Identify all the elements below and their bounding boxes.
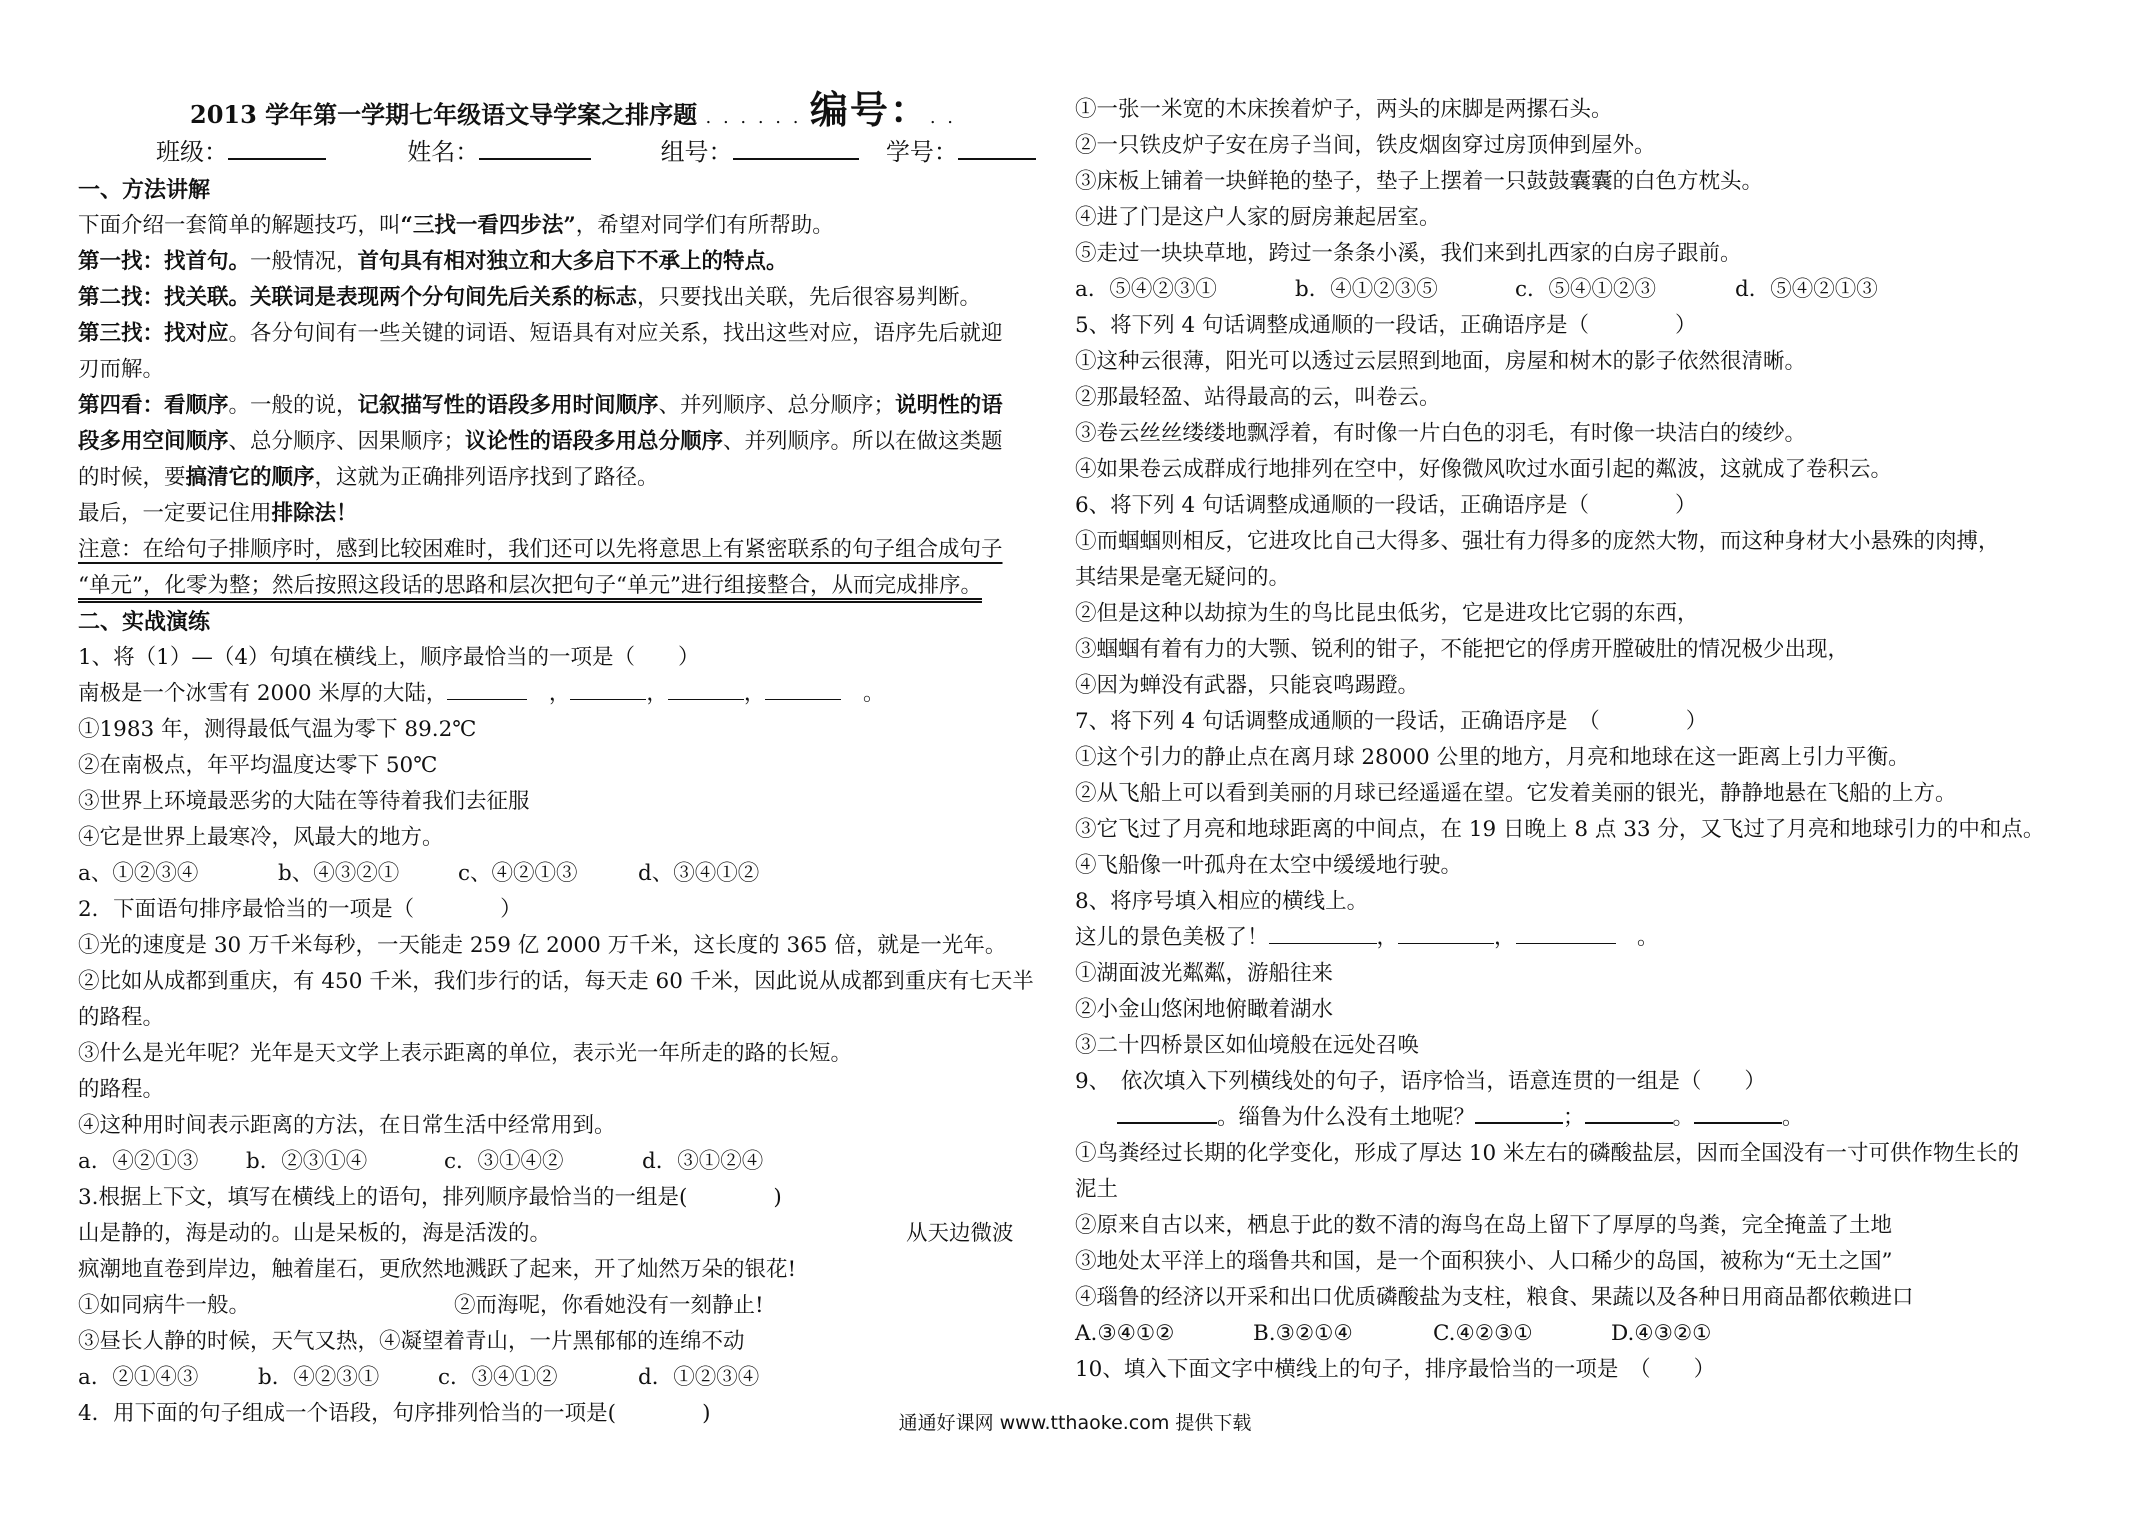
q1-sentence-3: ③世界上环境最恶劣的大陆在等待着我们去征服	[78, 789, 530, 814]
q1-option-a[interactable]: a、①②③④	[78, 861, 199, 886]
q2-sentence-4: ④这种用时间表示距离的方法，在日常生活中经常用到。	[78, 1113, 616, 1138]
q8-sentence-3: ③二十四桥景区如仙境般在远处召唤	[1075, 1033, 1420, 1058]
q3-sentences-1-2: ①如同病牛一般。 ②而海呢，你看她没有一刻静止!	[78, 1293, 764, 1318]
q6-sentence-2: ②但是这种以劫掠为生的鸟比昆虫低劣，它是进攻比它弱的东西，	[1075, 601, 1699, 626]
footer-credit: 通通好课网 www.tthaoke.com 提供下载	[898, 1412, 1252, 1434]
q1-option-b[interactable]: b、④③②①	[278, 861, 400, 886]
q1-sentence-2: ②在南极点，年平均温度达零下 50℃	[78, 753, 438, 778]
q8-blank-3[interactable]	[1516, 923, 1616, 944]
q2-stem: 2．下面语句排序最恰当的一项是（ ）	[78, 897, 522, 922]
q4-option-d[interactable]: d．⑤④②①③	[1735, 277, 1878, 302]
q2-option-d[interactable]: d．③①②④	[642, 1149, 764, 1174]
step4-line2: 段多用空间顺序、总分顺序、因果顺序；议论性的语段多用总分顺序、并列顺序。所以在做这类题	[78, 429, 1003, 454]
q2-sentence-2: ②比如从成都到重庆，有 450 千米，我们步行的话，每天走 60 千米，因此说从成都到重庆有七天半	[78, 969, 1034, 994]
q4-sentence-4: ④进了门是这户人家的厨房兼起居室。	[1075, 205, 1441, 230]
q2-sentence-2-cont: 的路程。	[78, 1005, 165, 1030]
page-title	[78, 88, 1033, 132]
group-blank[interactable]	[733, 136, 859, 160]
class-label: 班级：	[156, 138, 228, 166]
class-blank[interactable]	[228, 136, 326, 160]
group-label: 组号：	[660, 138, 733, 166]
q5-stem: 5、将下列 4 句话调整成通顺的一段话，正确语序是（ ）	[1075, 313, 1697, 338]
q8-stem: 8、将序号填入相应的横线上。	[1075, 889, 1369, 914]
q9-blank-2[interactable]	[1475, 1102, 1563, 1124]
q9-option-a[interactable]: A.③④①②	[1075, 1321, 1175, 1346]
q9-sentence-2: ②原来自古以来，栖息于此的数不清的海鸟在岛上留下了厚厚的鸟粪，完全掩盖了土地	[1075, 1213, 1893, 1238]
q1-options	[78, 856, 1033, 892]
q1-blank-4[interactable]	[765, 679, 841, 700]
step1-line: 第一找：找首句。一般情况，首句具有相对独立和大多启下不承上的特点。	[78, 249, 788, 274]
q3-passage-1: 山是静的，海是动的。山是呆板的，海是活泼的。 从天边微波	[78, 1221, 1014, 1246]
q2-option-c[interactable]: c．③①④②	[444, 1149, 564, 1174]
q6-sentence-1: ①而蝈蝈则相反，它进攻比自己大得多、强壮有力得多的庞然大物，而这种身材大小悬殊的肉搏，	[1075, 529, 2000, 554]
q7-sentence-3: ③它飞过了月亮和地球距离的中间点，在 19 日晚上 8 点 33 分，又飞过了月亮和地球引力的中和点。	[1075, 817, 2045, 842]
q8-blank-1[interactable]	[1269, 923, 1377, 944]
right-column	[1075, 92, 2080, 1388]
section1-heading: 一、方法讲解	[78, 177, 211, 203]
q7-sentence-4: ④飞船像一叶孤舟在太空中缓缓地行驶。	[1075, 853, 1463, 878]
q8-sentence-2: ②小金山悠闲地俯瞰着湖水	[1075, 997, 1334, 1022]
q4-options	[1075, 272, 2080, 308]
q9-blank-3[interactable]	[1585, 1102, 1673, 1124]
q1-blank-1[interactable]	[447, 679, 527, 700]
q3-option-c[interactable]: c．③④①②	[438, 1365, 558, 1390]
q5-sentence-1: ①这种云很薄，阳光可以透过云层照到地面，房屋和树木的影子依然很清晰。	[1075, 349, 1807, 374]
q9-option-c[interactable]: C.④②③①	[1433, 1321, 1533, 1346]
section2-heading: 二、实战演练	[78, 609, 211, 635]
q2-sentence-3: ③什么是光年呢？光年是天文学上表示距离的单位，表示光一年所走的路的长短。	[78, 1041, 853, 1066]
q4-option-c[interactable]: c．⑤④①②③	[1515, 277, 1657, 302]
name-label: 姓名：	[407, 138, 480, 166]
q3-option-a[interactable]: a．②①④③	[78, 1365, 199, 1390]
student-number-blank[interactable]	[958, 136, 1036, 160]
q3-option-b[interactable]: b．④②③①	[258, 1365, 380, 1390]
note-line2: “单元”，化零为整；然后按照这段话的思路和层次把句子“单元”进行组接整合，从而完成排序。	[78, 573, 982, 598]
q6-stem: 6、将下列 4 句话调整成通顺的一段话，正确语序是（ ）	[1075, 493, 1697, 518]
q1-blank-3[interactable]	[668, 679, 744, 700]
q4-option-b[interactable]: b．④①②③⑤	[1295, 277, 1438, 302]
q8-passage: 这儿的景色美极了！ ， ， 。	[1075, 925, 1659, 950]
q9-sentence-3: ③地处太平洋上的瑙鲁共和国，是一个面积狭小、人口稀少的岛国，被称为“无土之国”	[1075, 1249, 1893, 1274]
q4-sentence-5: ⑤走过一块块草地，跨过一条条小溪，我们来到扎西家的白房子跟前。	[1075, 241, 1742, 266]
student-info-row	[78, 132, 1033, 172]
q7-sentence-2: ②从飞船上可以看到美丽的月球已经遥遥在望。它发着美丽的银光，静静地悬在飞船的上方。	[1075, 781, 1957, 806]
q1-sentence-1: ①1983 年，测得最低气温为零下 89.2℃	[78, 717, 477, 742]
q9-blank-1[interactable]	[1117, 1102, 1217, 1124]
q2-options	[78, 1144, 1033, 1180]
q1-passage: 南极是一个冰雪有 2000 米厚的大陆， ， ， ， 。	[78, 681, 885, 706]
q9-options	[1075, 1316, 2080, 1352]
q5-sentence-4: ④如果卷云成群成行地排列在空中，好像微风吹过水面引起的粼波，这就成了卷积云。	[1075, 457, 1893, 482]
q9-option-d[interactable]: D.④③②①	[1611, 1321, 1712, 1346]
q1-option-d[interactable]: d、③④①②	[638, 861, 760, 886]
q2-sentence-3-cont: 的路程。	[78, 1077, 165, 1102]
q9-sentence-1: ①鸟粪经过长期的化学变化，形成了厚达 10 米左右的磷酸盐层，因而全国没有一寸可供作物生长的	[1075, 1141, 2020, 1166]
q9-option-b[interactable]: B.③②①④	[1253, 1321, 1353, 1346]
q4-option-a[interactable]: a．⑤④②③①	[1075, 277, 1217, 302]
q3-stem: 3.根据上下文，填写在横线上的语句，排列顺序最恰当的一组是( )	[78, 1185, 782, 1210]
q4-sentence-1: ①一张一米宽的木床挨着炉子，两头的床脚是两摞石头。	[1075, 97, 1613, 122]
intro-line: 下面介绍一套简单的解题技巧，叫“三找一看四步法”，希望对同学们有所帮助。	[78, 213, 834, 238]
q6-sentence-4: ④因为蝉没有武器，只能哀鸣踢蹬。	[1075, 673, 1420, 698]
number-label: 编号：	[809, 87, 930, 132]
q8-sentence-1: ①湖面波光粼粼，游船往来	[1075, 961, 1334, 986]
q3-passage-2: 疯潮地直卷到岸边，触着崖石，更欣然地溅跃了起来，开了灿然万朵的银花!	[78, 1257, 797, 1282]
q2-option-b[interactable]: b．②③①④	[246, 1149, 368, 1174]
q4-sentence-3: ③床板上铺着一块鲜艳的垫子，垫子上摆着一只鼓鼓囊囊的白色方枕头。	[1075, 169, 1764, 194]
q9-sentence-4: ④瑙鲁的经济以开采和出口优质磷酸盐为支柱，粮食、果蔬以及各种日用商品都依赖进口	[1075, 1285, 1914, 1310]
name-blank[interactable]	[479, 136, 591, 160]
q2-option-a[interactable]: a．④②①③	[78, 1149, 199, 1174]
exclusion-line: 最后，一定要记住用排除法！	[78, 501, 358, 526]
q1-option-c[interactable]: c、④②①③	[458, 861, 578, 886]
q2-sentence-1: ①光的速度是 30 万千米每秒，一天能走 259 亿 2000 万千米，这长度的 365 倍，就是一光年。	[78, 933, 1007, 958]
q1-stem: 1、将（1）—（4）句填在横线上，顺序最恰当的一项是（ ）	[78, 645, 700, 670]
step4-line1: 第四看：看顺序。一般的说，记叙描写性的语段多用时间顺序、并列顺序、总分顺序；说明性的语	[78, 393, 1003, 418]
q3-option-d[interactable]: d．①②③④	[638, 1365, 760, 1390]
q3-sentences-3-4: ③昼长人静的时候，天气又热，④凝望着青山，一片黑郁郁的连绵不动	[78, 1329, 745, 1354]
title-dots: . . . . . .	[705, 107, 802, 128]
q5-sentence-2: ②那最轻盈、站得最高的云，叫卷云。	[1075, 385, 1441, 410]
q9-sentence-1-cont: 泥土	[1075, 1177, 1119, 1202]
q6-sentence-3: ③蝈蝈有着有力的大颚、锐利的钳子，不能把它的俘虏开膛破肚的情况极少出现，	[1075, 637, 1850, 662]
q1-sentence-4: ④它是世界上最寒冷，风最大的地方。	[78, 825, 444, 850]
q4-sentence-2: ②一只铁皮炉子安在房子当间，铁皮烟囱穿过房顶伸到屋外。	[1075, 133, 1656, 158]
left-column	[78, 88, 1033, 1432]
q3-options	[78, 1360, 1033, 1396]
number-dots: . .	[929, 107, 957, 128]
step2-line: 第二找：找关联。关联词是表现两个分句间先后关系的标志，只要找出关联，先后很容易判断。	[78, 285, 982, 310]
q7-stem: 7、将下列 4 句话调整成通顺的一段话，正确语序是 （ ）	[1075, 709, 1708, 734]
q1-blank-2[interactable]	[570, 679, 646, 700]
q8-blank-2[interactable]	[1398, 923, 1494, 944]
note-line1: 注意：在给句子排顺序时，感到比较困难时，我们还可以先将意思上有紧密联系的句子组合成句子	[78, 537, 1003, 562]
q9-passage: 。缁鲁为什么没有土地呢？ ； 。 。	[1075, 1100, 2080, 1136]
q6-sentence-1-cont: 其结果是毫无疑问的。	[1075, 565, 1291, 590]
q9-blank-4[interactable]	[1694, 1102, 1782, 1124]
q9-stem: 9、 依次填入下列横线处的句子，语序恰当，语意连贯的一组是（ ）	[1075, 1069, 1766, 1094]
title-main: 2013 学年第一学期七年级语文导学案之排序题	[190, 100, 698, 129]
q10-stem: 10、填入下面文字中横线上的句子，排序最恰当的一项是 （ ）	[1075, 1357, 1716, 1382]
step3-line: 第三找：找对应。各分句间有一些关键的词语、短语具有对应关系，找出这些对应，语序先后就迎	[78, 321, 1003, 346]
student-number-label: 学号：	[885, 138, 958, 166]
q4-stem: 4．用下面的句子组成一个语段，句序排列恰当的一项是( )	[78, 1401, 711, 1426]
step4-line3: 的时候，要搞清它的顺序，这就为正确排列语序找到了路径。	[78, 465, 659, 490]
q5-sentence-3: ③卷云丝丝缕缕地飘浮着，有时像一片白色的羽毛，有时像一块洁白的绫纱。	[1075, 421, 1807, 446]
q7-sentence-1: ①这个引力的静止点在离月球 28000 公里的地方，月亮和地球在这一距离上引力平衡。	[1075, 745, 1910, 770]
step3-line-cont: 刃而解。	[78, 357, 165, 382]
